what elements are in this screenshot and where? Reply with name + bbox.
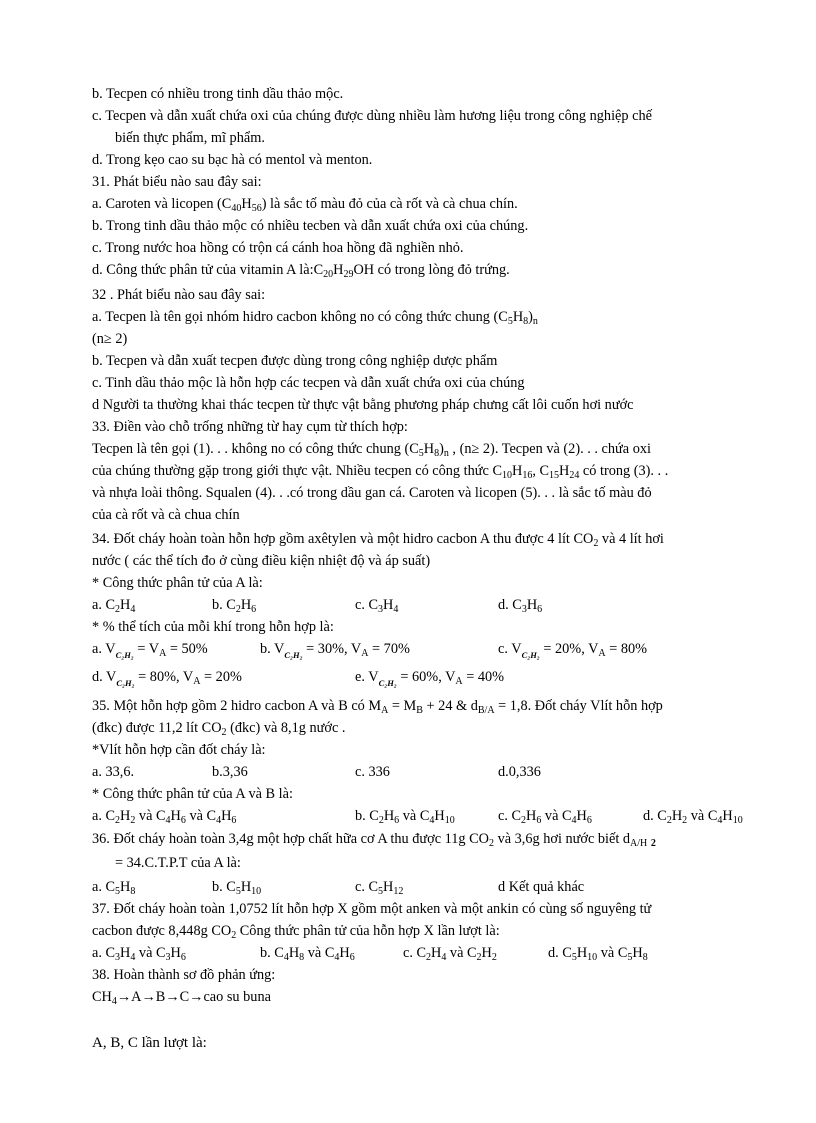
q35-sub1-b: b.3,36: [212, 764, 248, 780]
q37-title: 37. Đốt cháy hoàn toàn 1,0752 lít hỗn hợp X gồm một anken và một ankin có cùng số nguyêng tử: [92, 901, 652, 917]
q35-sub1-c: c. 336: [355, 764, 390, 780]
q35-sub2-c: c. $C_2H_6$ và $C_4H_6$: [498, 808, 592, 826]
q34-sub2-d: d. $V_{C_2H_2} = 80\%$, $V_A = 20\%$: [92, 669, 242, 688]
q35-sub1: *Vlít hỗn hợp cần đốt cháy là:: [92, 742, 266, 758]
q34-sub1: * Công thức phân tử của A là:: [92, 575, 263, 591]
q31-option-a: a. Caroten và licopen $(C_{40}H_{56})$ là sắc tố màu đỏ của cà rốt và cà chua chín.: [92, 196, 518, 214]
q37-option-c: c. $C_2H_4$ và $C_2H_2$: [403, 945, 497, 963]
q35-title: 35. Một hỗn hợp gồm 2 hidro cacbon A và B có $M_A = M_B + 24$ & $d_{B/A} = 1,8$. Đốt cháy Vlít hỗn hợp: [92, 698, 663, 716]
q33-text-3: và nhựa loài thông. Squalen (4). . .có trong dầu gan cá. Caroten và licopen (5). . . là sắc tố màu đỏ: [92, 485, 652, 501]
q30-option-c: c. Tecpen và dẫn xuất chứa oxi của chúng được dùng nhiều làm hương liệu trong công nghiệp chế: [92, 108, 652, 124]
q30-option-b: b. Tecpen có nhiều trong tinh dầu thảo mộc.: [92, 86, 344, 102]
q38-title: 38. Hoàn thành sơ đồ phản ứng:: [92, 967, 276, 983]
q32-option-a: a. Tecpen là tên gọi nhóm hidro cacbon không no có công thức chung $(C_5H_8)_n$: [92, 309, 538, 327]
q32-option-b: b. Tecpen và dẫn xuất tecpen được dùng trong công nghiệp dược phẩm: [92, 353, 498, 369]
q36-option-b: b. $C_5H_{10}$: [212, 879, 262, 897]
q36-option-c: c. $C_5H_{12}$: [355, 879, 404, 897]
q32-option-c: c. Tinh dầu thảo mộc là hỗn hợp các tecpen và dẫn xuất chứa oxi của chúng: [92, 375, 525, 391]
q31-option-d: d. Công thức phân tử của vitamin A $là:C_{20}H_{29}OH$ có trong lòng đỏ trứng.: [92, 262, 510, 280]
q34-sub2-e: e. $V_{C_2H_2} = 60\%$, $V_A = 40\%$: [355, 669, 505, 688]
q30-option-d: d. Trong kẹo cao su bạc hà có mentol và menton.: [92, 152, 373, 168]
q34-sub2-b: b. $V_{C_2H_2} = 30\%$, $V_A = 70\%$: [260, 641, 410, 660]
q34-sub1-a: a. $C_2H_4$: [92, 597, 136, 615]
q31-option-b: b. Trong tinh dầu thảo mộc có nhiều tecben và dẫn xuất chứa oxi của chúng.: [92, 218, 529, 234]
q36-title: 36. Đốt cháy hoàn toàn 3,4g một hợp chất hữa cơ A thu được 11g $CO_2$ và 3,6g hơi nước biết $d_{A/H}$ $_2$: [92, 831, 656, 849]
q37-title-cont: cacbon được 8,448g $CO_2$ Công thức phân tử của hỗn hợp X lần lượt là:: [92, 923, 500, 941]
q38-scheme: $CH_4\to A\to B\to C\to cao$ su buna: [92, 989, 271, 1007]
q35-sub1-d: d.0,336: [498, 764, 541, 780]
q32-option-a-cont: (n≥ 2): [92, 331, 128, 347]
q34-title-cont: nước ( các thể tích đo ở cùng điều kiện nhiệt độ và áp suất): [92, 553, 431, 569]
q36-option-d: d Kết quả khác: [498, 879, 585, 895]
q34-sub2: * % thể tích của mỗi khí trong hỗn hợp là:: [92, 619, 334, 635]
q35-sub2-a: a. $C_2H_2$ và $C_4H_6$ và $C_4H_6$: [92, 808, 237, 826]
q32-title: 32 . Phát biểu nào sau đây sai:: [92, 287, 266, 303]
q37-option-b: b. $C_4H_8$ và $C_4H_6$: [260, 945, 355, 963]
q35-sub2-b: b. $C_2H_6$ và $C_4H_{10}$: [355, 808, 455, 826]
q38-question: A, B, C lần lượt là:: [92, 1035, 207, 1051]
q35-sub2-d: d. $C_2H_2$ và $C_4H_{10}$: [643, 808, 743, 826]
q34-sub1-b: b. $C_2H_6$: [212, 597, 257, 615]
q34-sub2-c: c. $V_{C_2H_2} = 20\%$, $V_A = 80\%$: [498, 641, 648, 660]
q31-option-c: c. Trong nước hoa hồng có trộn cá cánh hoa hồng đã nghiền nhỏ.: [92, 240, 464, 256]
q37-option-a: a. $C_3H_4$ và $C_3H_6$: [92, 945, 186, 963]
q31-title: 31. Phát biểu nào sau đây sai:: [92, 174, 262, 190]
q35-sub1-a: a. 33,6.: [92, 764, 135, 780]
q34-sub1-c: c. $C_3H_4$: [355, 597, 399, 615]
q32-option-d: d Người ta thường khai thác tecpen từ thực vật bằng phương pháp chưng cất lôi cuốn hơi nước: [92, 397, 634, 413]
q33-text-1: Tecpen là tên gọi (1). . . không no có công thức chung $(C_5H_8)_n$ , (n≥ 2). Tecpen và (2). . . chứa oxi: [92, 441, 651, 459]
q34-sub1-d: d. $C_3H_6$: [498, 597, 543, 615]
q35-sub2: * Công thức phân tử của A và B là:: [92, 786, 293, 802]
q33-title: 33. Điền vào chỗ trống những từ hay cụm từ thích hợp:: [92, 419, 408, 435]
q34-title: 34. Đốt cháy hoàn toàn hỗn hợp gồm axêtylen và một hidro cacbon A thu được 4 lít $CO_2$ và 4 lít hơi: [92, 531, 664, 549]
q35-title-cont: (đkc) được 11,2 lít $CO_2$ (đkc) và 8,1g nước .: [92, 720, 346, 738]
q36-title-cont: = 34.C.T.P.T của A là:: [115, 855, 241, 871]
q33-text-2: của chúng thường gặp trong giới thực vật. Nhiều tecpen có công thức $C_{10}H_{16}$, $C_{15}H_{24}$ có trong (3). . .: [92, 463, 669, 481]
q30-option-c-cont: biến thực phẩm, mĩ phẩm.: [115, 130, 265, 146]
q34-sub2-a: a. $V_{C_2H_2} = V_A = 50\%$: [92, 641, 208, 660]
q37-option-d: d. $C_5H_{10}$ và $C_5H_8$: [548, 945, 648, 963]
q36-option-a: a. $C_5H_8$: [92, 879, 136, 897]
q33-text-4: của cà rốt và cà chua chín: [92, 507, 240, 523]
